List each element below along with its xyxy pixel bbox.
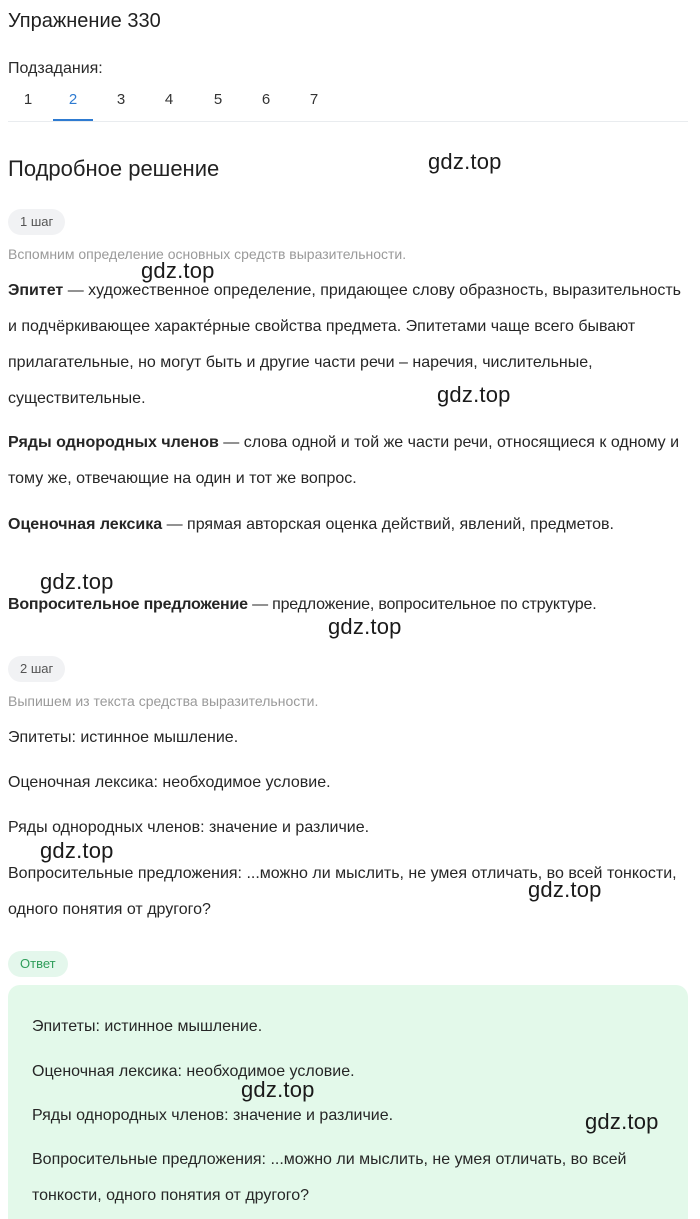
question-term: Вопросительное предложение — [8, 596, 248, 613]
step-2-line-1: Эпитеты: истинное мышление. — [8, 729, 239, 746]
answer-line-2: Оценочная лексика: необходимое условие. — [32, 1063, 355, 1080]
answer-badge: Ответ — [8, 951, 68, 977]
watermark: gdz.top — [428, 149, 502, 174]
step-2-hint: Выпишем из текста средства выразительности. — [8, 693, 319, 709]
watermark: gdz.top — [241, 1077, 315, 1102]
evaluative-term: Оценочная лексика — [8, 516, 163, 533]
question-text: — предложение, вопросительное по структуре. — [247, 596, 597, 613]
homogeneous-term: Ряды однородных членов — [8, 434, 219, 451]
tab-5[interactable]: 5 — [213, 91, 223, 108]
tab-3[interactable]: 3 — [116, 91, 126, 108]
step-2-line-2: Оценочная лексика: необходимое условие. — [8, 774, 331, 791]
homogeneous-text: — слова одной и той же части речи, относящиеся к одному и тому же, отвечающие на один и тот же вопрос. — [8, 434, 680, 487]
step-2-line-4: Вопросительные предложения: ...можно ли мыслить, не умея отличать, во всей тонкости, одного понятия от другого? — [8, 865, 677, 918]
step-1-hint: Вспомним определение основных средств выразительности. — [8, 246, 407, 262]
answer-line-1: Эпитеты: истинное мышление. — [32, 1018, 263, 1035]
watermark: gdz.top — [528, 877, 602, 902]
tab-4[interactable]: 4 — [164, 91, 174, 108]
epithet-definition — [8, 273, 692, 417]
tab-2[interactable]: 2 — [53, 91, 93, 121]
tab-6[interactable]: 6 — [261, 91, 271, 108]
evaluative-text: — прямая авторская оценка действий, явлений, предметов. — [162, 516, 614, 533]
step-2-line-3: Ряды однородных членов: значение и различие. — [8, 819, 370, 836]
step-2-badge: 2 шаг — [8, 656, 65, 682]
page-title: Упражнение 330 — [8, 10, 161, 32]
answer-line-4: Вопросительные предложения: ...можно ли мыслить, не умея отличать, во всей тонкости, одного понятия от другого? — [32, 1151, 627, 1204]
epithet-text: — художественное определение, придающее слову образность, выразительность и подчёркивающее характе́рные свойства предмета. Эпитетами чаще всего бывают прилагательные, но могут быть и другие части речи – наречия, числительные, существительные. — [8, 282, 681, 407]
watermark: gdz.top — [40, 569, 114, 594]
watermark: gdz.top — [141, 258, 215, 283]
watermark: gdz.top — [40, 838, 114, 863]
homogeneous-definition — [8, 425, 692, 497]
watermark: gdz.top — [437, 382, 511, 407]
answer-box — [8, 985, 688, 1219]
watermark: gdz.top — [328, 614, 402, 639]
solution-title: Подробное решение — [8, 156, 220, 181]
subtask-tabs — [8, 85, 688, 122]
tab-7[interactable]: 7 — [309, 91, 319, 108]
answer-line-3: Ряды однородных членов: значение и различие. — [32, 1107, 394, 1124]
subtasks-label: Подзадания: — [8, 60, 103, 77]
tab-1[interactable]: 1 — [23, 91, 33, 108]
watermark: gdz.top — [585, 1109, 659, 1134]
evaluative-definition — [8, 507, 692, 543]
epithet-term: Эпитет — [8, 282, 64, 299]
step-1-badge: 1 шаг — [8, 209, 65, 235]
